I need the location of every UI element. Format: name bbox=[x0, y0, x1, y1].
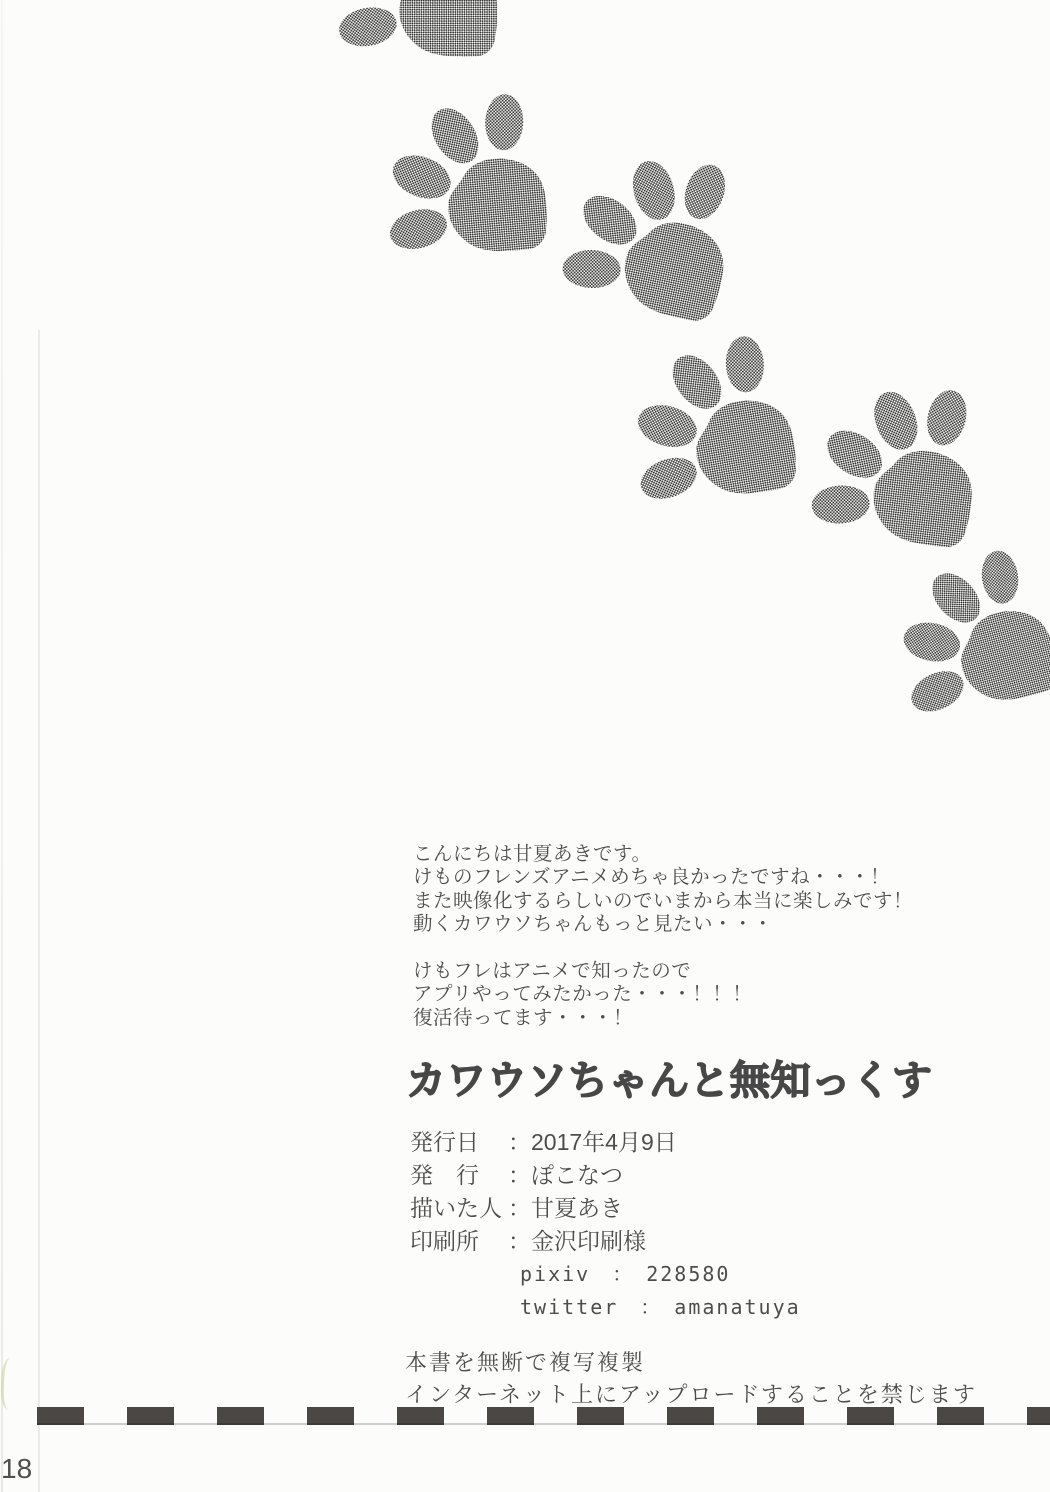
paw-print-icon bbox=[526, 120, 790, 374]
afterword-line bbox=[413, 937, 913, 960]
scan-smudge-mark bbox=[0, 1358, 19, 1411]
paw-print-icon bbox=[296, 0, 561, 124]
colophon-value: 2017年4月9日 bbox=[531, 1129, 677, 1155]
colophon-colon: ： bbox=[508, 1228, 531, 1254]
paw-print-icon bbox=[866, 519, 1050, 768]
colophon-label: 発行日 bbox=[410, 1129, 479, 1155]
colophon-label: 発 行 bbox=[410, 1162, 479, 1188]
copyright-notice bbox=[405, 1347, 977, 1410]
colophon-label: 描いた人 bbox=[410, 1195, 502, 1221]
afterword-line: 動くカワウソちゃんもっと見たい・・・ bbox=[413, 913, 774, 936]
afterword-line: 復活待ってます・・・！ bbox=[413, 1006, 634, 1029]
afterword-line: アプリやってみたかった・・・！！！ bbox=[413, 983, 753, 1006]
colophon-row bbox=[410, 1225, 801, 1258]
notice-line: インターネット上にアップロードすることを禁じます bbox=[405, 1381, 977, 1407]
paw-print-icon bbox=[594, 300, 850, 565]
colophon-row bbox=[410, 1192, 801, 1225]
afterword-text bbox=[413, 843, 913, 1030]
notice-line: 本書を無断で複写複製 bbox=[405, 1350, 646, 1375]
afterword-line: また映像化するらしいのでいまから本当に楽しみです！ bbox=[413, 889, 914, 912]
afterword-line: こんにちは甘夏あきです。 bbox=[413, 843, 652, 865]
colophon-pixiv-line: pixiv ： 228580 bbox=[520, 1262, 731, 1286]
colophon-label: 印刷所 bbox=[410, 1228, 479, 1254]
scan-edge-line bbox=[1, 0, 3, 1492]
colophon-colon: ： bbox=[508, 1129, 531, 1155]
colophon-twitter-line: twitter ： amanatuya bbox=[520, 1295, 801, 1319]
afterword-line: けものフレンズアニメめちゃ良かったですね・・・！ bbox=[413, 866, 891, 889]
colophon-value: 金沢印刷様 bbox=[531, 1228, 646, 1254]
paw-print-icon bbox=[345, 56, 607, 322]
page-number: 18 bbox=[1, 1453, 33, 1484]
colophon bbox=[410, 1126, 801, 1324]
colophon-value: ぽこなつ bbox=[531, 1162, 623, 1188]
colophon-row bbox=[410, 1126, 801, 1159]
scan-crease-line bbox=[38, 330, 40, 1492]
book-title: カワウソちゃんと無知っくす bbox=[406, 1059, 933, 1103]
colophon-row bbox=[410, 1159, 801, 1192]
dashed-cut-line bbox=[37, 1407, 1050, 1425]
afterword-line: けもフレはアニメで知ったので bbox=[413, 959, 692, 982]
colophon-colon: ： bbox=[508, 1195, 531, 1221]
colophon-value: 甘夏あき bbox=[531, 1195, 623, 1221]
colophon-colon: ： bbox=[508, 1162, 531, 1188]
